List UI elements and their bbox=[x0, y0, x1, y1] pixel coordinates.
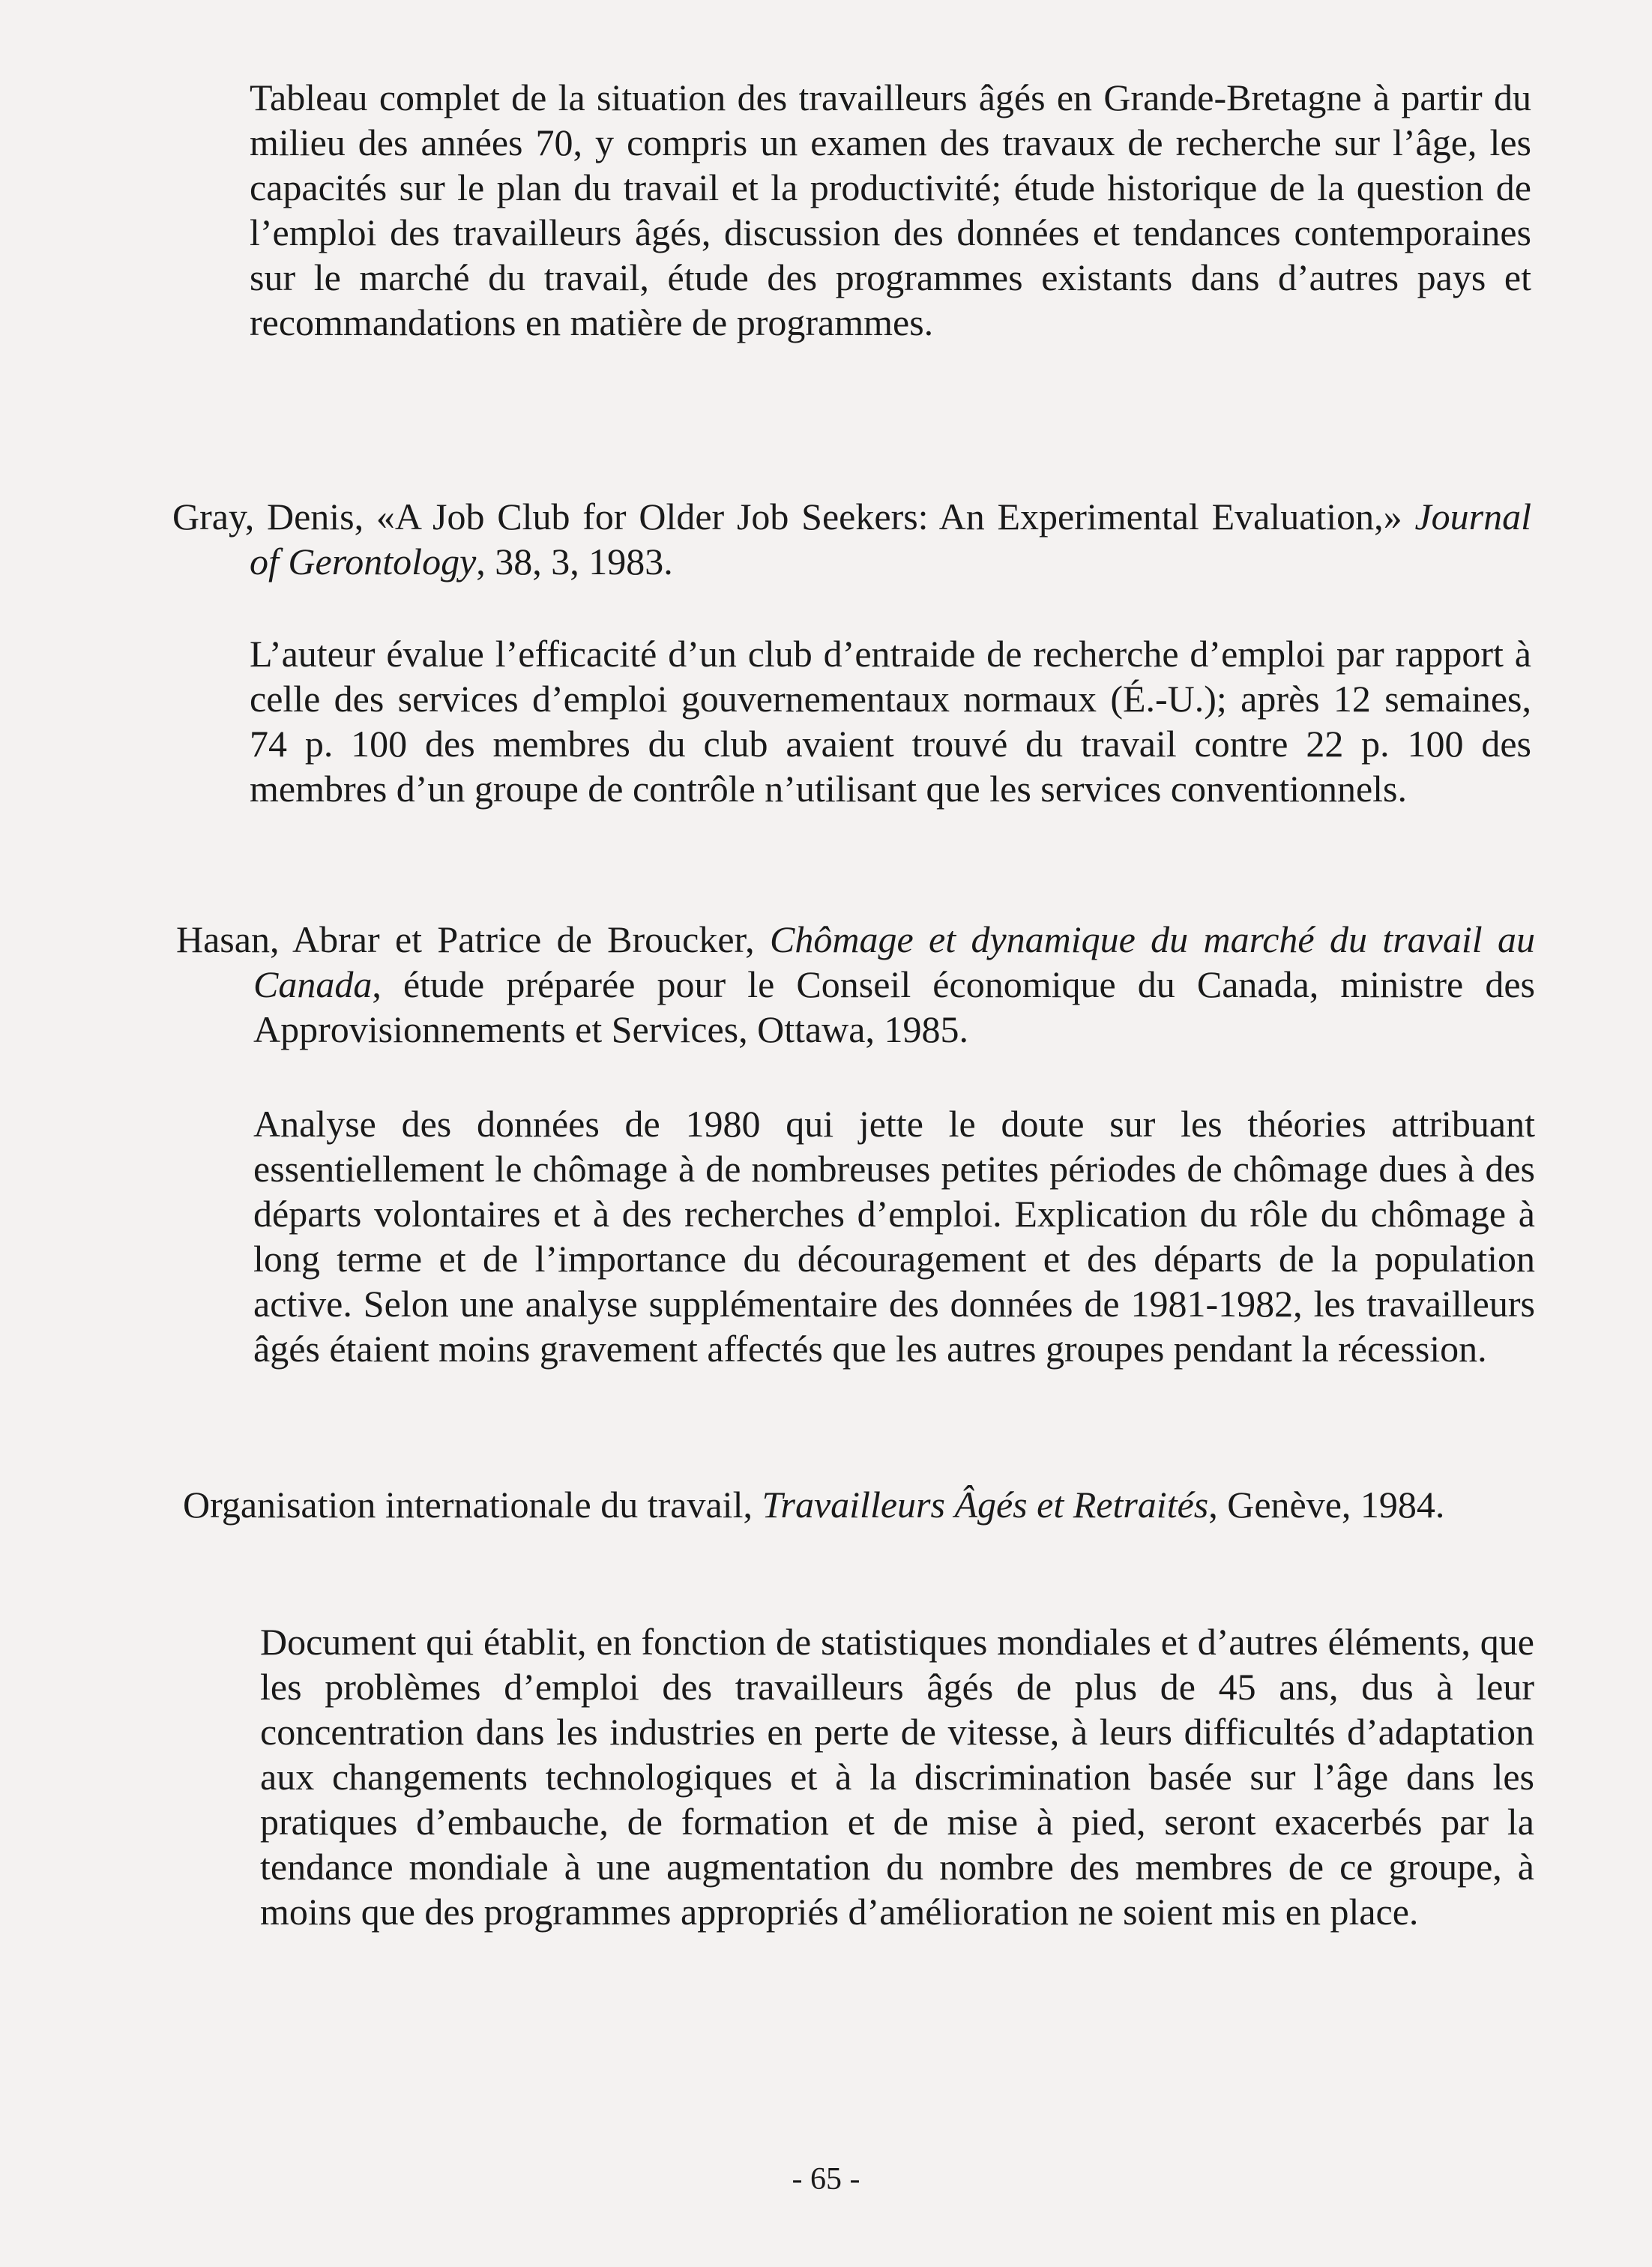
citation-oit-author: Organisation internationale du travail, bbox=[183, 1484, 762, 1526]
annotation-tableau-complet: Tableau complet de la situation des travailleurs âgés en Grande-Bretagne à partir du milieu des années 70, y compris un examen des travaux de recherche sur l’âge, les capacités sur le plan du travail et la productivité; étude historique de la question de l’emploi des travailleurs âgés, discussion des données et tendances contemporaines sur le marché du travail, étude des programmes existants dans d’autres pays et recommandations en matière de programmes. bbox=[250, 76, 1531, 343]
annotation-oit: Document qui établit, en fonction de statistiques mondiales et d’autres éléments, que les problèmes d’emploi des travailleurs âgés de plus de 45 ans, dus à leur concentration dans les industries en perte de vitesse, à leurs difficultés d’adaptation aux changements technologiques et à la discrimination basée sur l’âge dans les pratiques d’embauche, de formation et de mise à pied, seront exacerbés par la tendance mondiale à une augmentation du nombre des membres de ce groupe, à moins que des programmes appropriés d’amélioration ne soient mis en place. bbox=[260, 1621, 1534, 1933]
citation-gray bbox=[172, 494, 1531, 584]
citation-hasan-title: Chômage et dynamique du marché du travail au Canada bbox=[253, 918, 1535, 1005]
citation-hasan-details: , étude préparée pour le Conseil économique du Canada, ministre des Approvisionnements et Services, Ottawa, 1985. bbox=[253, 963, 1535, 1050]
citation-oit-details: , Genève, 1984. bbox=[1208, 1484, 1445, 1526]
citation-gray-details: , 38, 3, 1983. bbox=[476, 541, 673, 582]
citation-hasan-author: Hasan, Abrar et Patrice de Broucker, bbox=[176, 918, 771, 960]
citation-gray-title: Journal of Gerontology bbox=[250, 496, 1531, 582]
annotation-gray: L’auteur évalue l’efficacité d’un club d’entraide de recherche d’emploi par rapport à celle des services d’emploi gouvernementaux normaux (É.-U.); après 12 semaines, 74 p. 100 des membres du club avaient trouvé du travail contre 22 p. 100 des membres d’un groupe de contrôle n’utilisant que les services conventionnels. bbox=[250, 633, 1531, 810]
citation-hasan bbox=[176, 917, 1535, 1052]
annotation-hasan: Analyse des données de 1980 qui jette le doute sur les théories attribuant essentiellement le chômage à de nombreuses petites périodes de chômage dues à des départs volontaires et à des recherches d’emploi. Explication du rôle du chômage à long terme et de l’importance du découragement et des départs de la population active. Selon une analyse supplémentaire des données de 1981-1982, les travailleurs âgés étaient moins gravement affectés que les autres groupes pendant la récession. bbox=[253, 1103, 1535, 1370]
page-number: - 65 - bbox=[792, 2162, 860, 2197]
citation-gray-author: Gray, Denis, «A Job Club for Older Job Seekers: An Experimental Evaluation,» bbox=[172, 496, 1415, 538]
citation-oit-title: Travailleurs Âgés et Retraités bbox=[762, 1484, 1209, 1526]
citation-oit bbox=[183, 1482, 1534, 1527]
